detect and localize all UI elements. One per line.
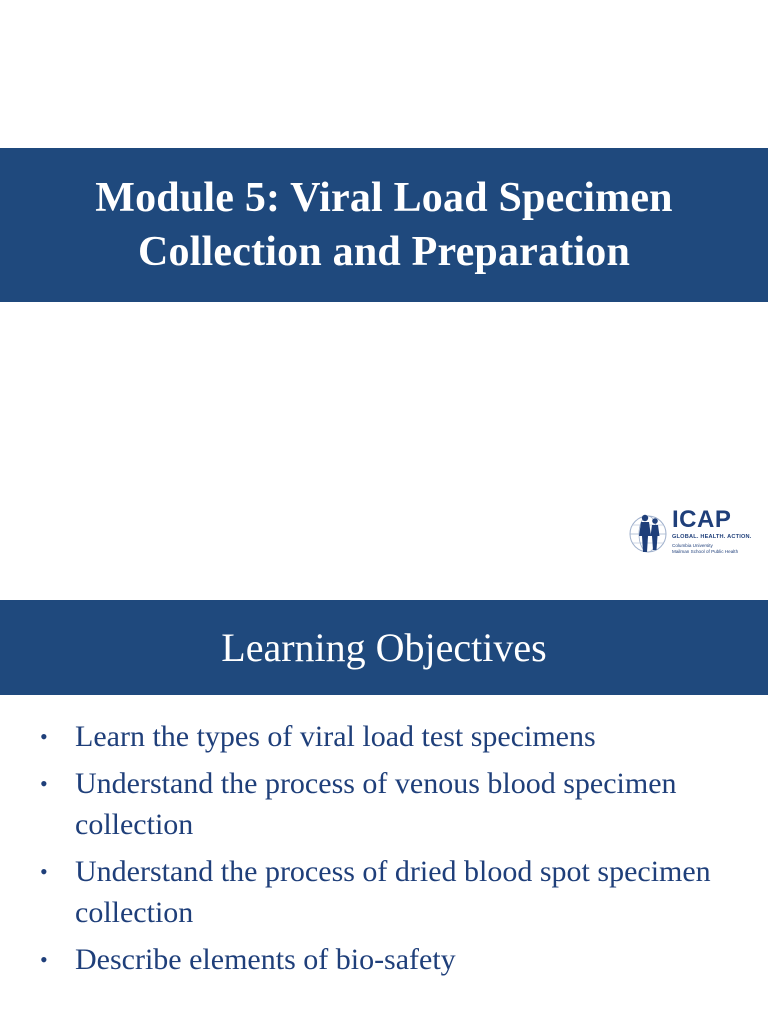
- objective-text: Learn the types of viral load test specimens: [75, 720, 596, 753]
- bullet-icon: •: [40, 724, 48, 749]
- objective-text: Understand the process of dried blood spot specimen collection: [75, 855, 711, 929]
- icap-logo-affiliation-1: Columbia University: [672, 543, 713, 548]
- slide-title: [95, 171, 672, 279]
- icap-logo-name: ICAP: [672, 506, 732, 533]
- icap-logo-text: [672, 508, 752, 555]
- objective-text: Describe elements of bio-safety: [75, 943, 456, 976]
- objective-item: [40, 939, 740, 980]
- objective-item: [40, 851, 740, 933]
- icap-logo-affiliation-2: Mailman School of Public Health: [672, 549, 739, 554]
- icap-globe-figures-icon: [628, 508, 668, 560]
- objectives-list: [40, 716, 740, 986]
- section-banner: [0, 600, 768, 695]
- title-banner: [0, 148, 768, 302]
- bullet-icon: •: [40, 771, 48, 796]
- slide-title-line-1: Module 5: Viral Load Specimen: [95, 175, 673, 221]
- objective-item: [40, 716, 740, 757]
- icap-logo-tagline: GLOBAL. HEALTH. ACTION.: [672, 534, 752, 540]
- section-title: Learning Objectives: [221, 624, 547, 670]
- bullet-icon: •: [40, 947, 48, 972]
- slide-title-line-2: Collection and Preparation: [137, 229, 631, 275]
- objective-text: Understand the process of venous blood specimen collection: [75, 767, 677, 841]
- objective-item: [40, 763, 740, 845]
- icap-logo: [628, 508, 756, 562]
- bullet-icon: •: [40, 859, 48, 884]
